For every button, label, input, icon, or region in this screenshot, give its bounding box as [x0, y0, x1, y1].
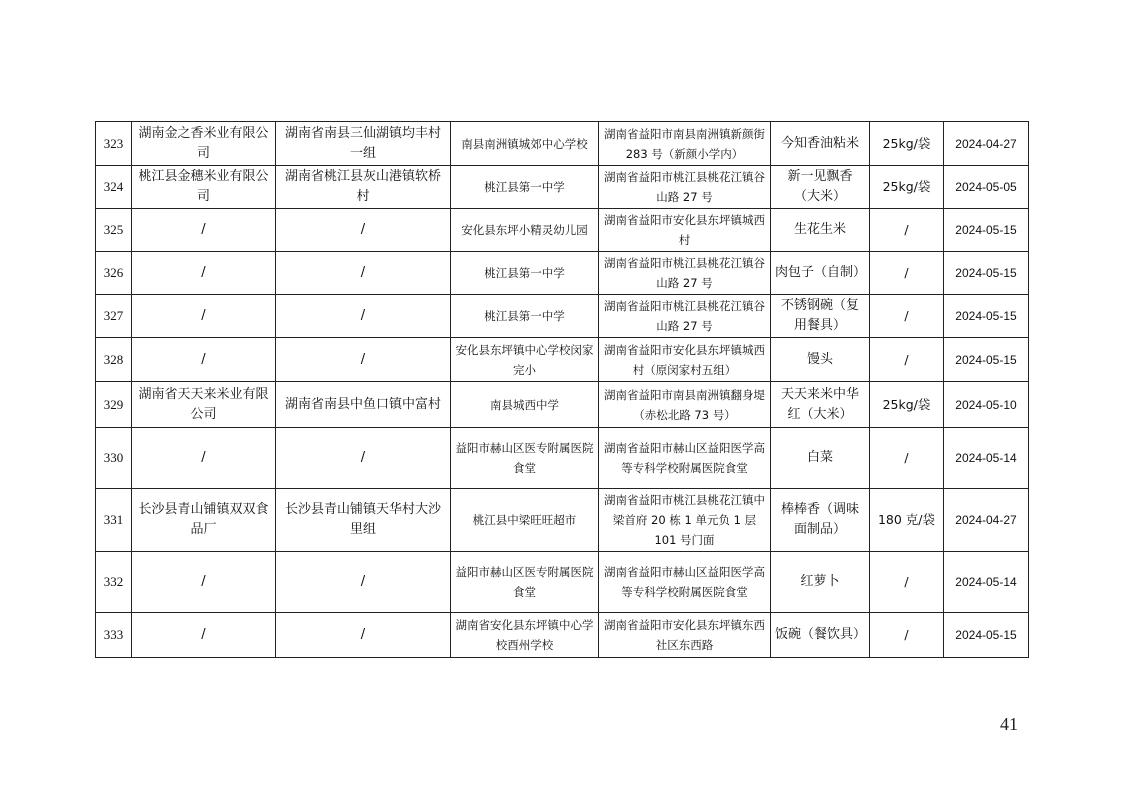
producer-name-cell: 湖南金之香米业有限公司	[132, 122, 276, 166]
sampled-unit-name-cell: 桃江县第一中学	[451, 295, 599, 338]
producer-address-cell: 湖南省南县中鱼口镇中富村	[276, 382, 451, 428]
row-number-cell: 323	[96, 122, 132, 166]
table-row	[96, 209, 1029, 252]
producer-name-cell: 长沙县青山铺镇双双食品厂	[132, 489, 276, 552]
product-spec-cell: /	[870, 428, 944, 489]
product-spec-cell: /	[870, 252, 944, 295]
production-date-cell: 2024-05-15	[944, 613, 1029, 658]
producer-address-cell: 长沙县青山铺镇天华村大沙里组	[276, 489, 451, 552]
page-number: 41	[1000, 714, 1018, 734]
product-name-cell: 不锈钢碗（复用餐具）	[771, 295, 870, 338]
sampled-unit-name-cell: 南县城西中学	[451, 382, 599, 428]
row-number-cell: 324	[96, 166, 132, 209]
sampled-unit-name-cell: 桃江县中梁旺旺超市	[451, 489, 599, 552]
product-spec-cell: 25kg/袋	[870, 382, 944, 428]
production-date-cell: 2024-05-10	[944, 382, 1029, 428]
product-spec-cell: /	[870, 552, 944, 613]
sampled-unit-address-cell: 湖南省益阳市赫山区益阳医学高等专科学校附属医院食堂	[599, 428, 771, 489]
product-spec-cell: 180 克/袋	[870, 489, 944, 552]
table-row	[96, 552, 1029, 613]
sampled-unit-name-cell: 湖南省安化县东坪镇中心学校酉州学校	[451, 613, 599, 658]
production-date-cell: 2024-05-15	[944, 252, 1029, 295]
row-number-cell: 326	[96, 252, 132, 295]
production-date-cell: 2024-04-27	[944, 489, 1029, 552]
producer-name-cell: /	[132, 338, 276, 382]
producer-name-cell: /	[132, 209, 276, 252]
sampled-unit-address-cell: 湖南省益阳市安化县东坪镇城西村	[599, 209, 771, 252]
producer-address-cell: /	[276, 428, 451, 489]
production-date-cell: 2024-05-14	[944, 428, 1029, 489]
product-spec-cell: /	[870, 613, 944, 658]
product-name-cell: 天天来米中华红（大米）	[771, 382, 870, 428]
row-number-cell: 330	[96, 428, 132, 489]
sampled-unit-address-cell: 湖南省益阳市南县南洲镇新颜街 283 号（新颜小学内）	[599, 122, 771, 166]
product-name-cell: 饭碗（餐饮具）	[771, 613, 870, 658]
producer-address-cell: /	[276, 209, 451, 252]
product-name-cell: 肉包子（自制）	[771, 252, 870, 295]
sampled-unit-name-cell: 安化县东坪小精灵幼儿园	[451, 209, 599, 252]
table-row	[96, 252, 1029, 295]
sampled-unit-address-cell: 湖南省益阳市桃江县桃花江镇谷山路 27 号	[599, 295, 771, 338]
sampled-unit-address-cell: 湖南省益阳市安化县东坪镇东西社区东西路	[599, 613, 771, 658]
product-name-cell: 馒头	[771, 338, 870, 382]
sampled-unit-name-cell: 益阳市赫山区医专附属医院食堂	[451, 428, 599, 489]
row-number-cell: 333	[96, 613, 132, 658]
table-row	[96, 166, 1029, 209]
producer-name-cell: /	[132, 428, 276, 489]
production-date-cell: 2024-04-27	[944, 122, 1029, 166]
product-spec-cell: 25kg/袋	[870, 122, 944, 166]
product-name-cell: 生花生米	[771, 209, 870, 252]
row-number-cell: 327	[96, 295, 132, 338]
producer-name-cell: /	[132, 252, 276, 295]
producer-address-cell: /	[276, 613, 451, 658]
producer-name-cell: /	[132, 295, 276, 338]
sampled-unit-name-cell: 桃江县第一中学	[451, 166, 599, 209]
production-date-cell: 2024-05-15	[944, 209, 1029, 252]
sampled-unit-name-cell: 安化县东坪镇中心学校闵家完小	[451, 338, 599, 382]
row-number-cell: 332	[96, 552, 132, 613]
producer-address-cell: /	[276, 295, 451, 338]
producer-address-cell: /	[276, 552, 451, 613]
sampled-unit-name-cell: 南县南洲镇城郊中心学校	[451, 122, 599, 166]
product-name-cell: 今知香油粘米	[771, 122, 870, 166]
sampled-unit-address-cell: 湖南省益阳市桃江县桃花江镇谷山路 27 号	[599, 166, 771, 209]
sampled-unit-address-cell: 湖南省益阳市桃江县桃花江镇中梁首府 20 栋 1 单元负 1 层 101 号门面	[599, 489, 771, 552]
producer-address-cell: 湖南省桃江县灰山港镇软桥村	[276, 166, 451, 209]
table-row	[96, 613, 1029, 658]
production-date-cell: 2024-05-15	[944, 295, 1029, 338]
producer-address-cell: 湖南省南县三仙湖镇均丰村一组	[276, 122, 451, 166]
product-name-cell: 棒棒香（调味面制品）	[771, 489, 870, 552]
product-name-cell: 新一见飘香（大米）	[771, 166, 870, 209]
table-row	[96, 489, 1029, 552]
product-spec-cell: /	[870, 338, 944, 382]
product-name-cell: 红萝卜	[771, 552, 870, 613]
sampled-unit-address-cell: 湖南省益阳市安化县东坪镇城西村（原闵家村五组）	[599, 338, 771, 382]
sampled-unit-name-cell: 益阳市赫山区医专附属医院食堂	[451, 552, 599, 613]
product-spec-cell: /	[870, 209, 944, 252]
table-row	[96, 382, 1029, 428]
production-date-cell: 2024-05-15	[944, 338, 1029, 382]
row-number-cell: 325	[96, 209, 132, 252]
product-spec-cell: 25kg/袋	[870, 166, 944, 209]
product-name-cell: 白菜	[771, 428, 870, 489]
production-date-cell: 2024-05-05	[944, 166, 1029, 209]
producer-name-cell: 桃江县金穗米业有限公司	[132, 166, 276, 209]
producer-address-cell: /	[276, 252, 451, 295]
row-number-cell: 329	[96, 382, 132, 428]
producer-name-cell: /	[132, 552, 276, 613]
sampled-unit-address-cell: 湖南省益阳市桃江县桃花江镇谷山路 27 号	[599, 252, 771, 295]
product-spec-cell: /	[870, 295, 944, 338]
sampled-unit-address-cell: 湖南省益阳市南县南洲镇翻身堤（赤松北路 73 号）	[599, 382, 771, 428]
table-row	[96, 122, 1029, 166]
table-row	[96, 428, 1029, 489]
producer-name-cell: /	[132, 613, 276, 658]
row-number-cell: 328	[96, 338, 132, 382]
sampled-unit-name-cell: 桃江县第一中学	[451, 252, 599, 295]
table-body	[96, 122, 1029, 658]
production-date-cell: 2024-05-14	[944, 552, 1029, 613]
sampled-unit-address-cell: 湖南省益阳市赫山区益阳医学高等专科学校附属医院食堂	[599, 552, 771, 613]
sampling-results-table	[95, 121, 1029, 658]
producer-name-cell: 湖南省天天来米业有限公司	[132, 382, 276, 428]
table-row	[96, 338, 1029, 382]
row-number-cell: 331	[96, 489, 132, 552]
producer-address-cell: /	[276, 338, 451, 382]
table-row	[96, 295, 1029, 338]
